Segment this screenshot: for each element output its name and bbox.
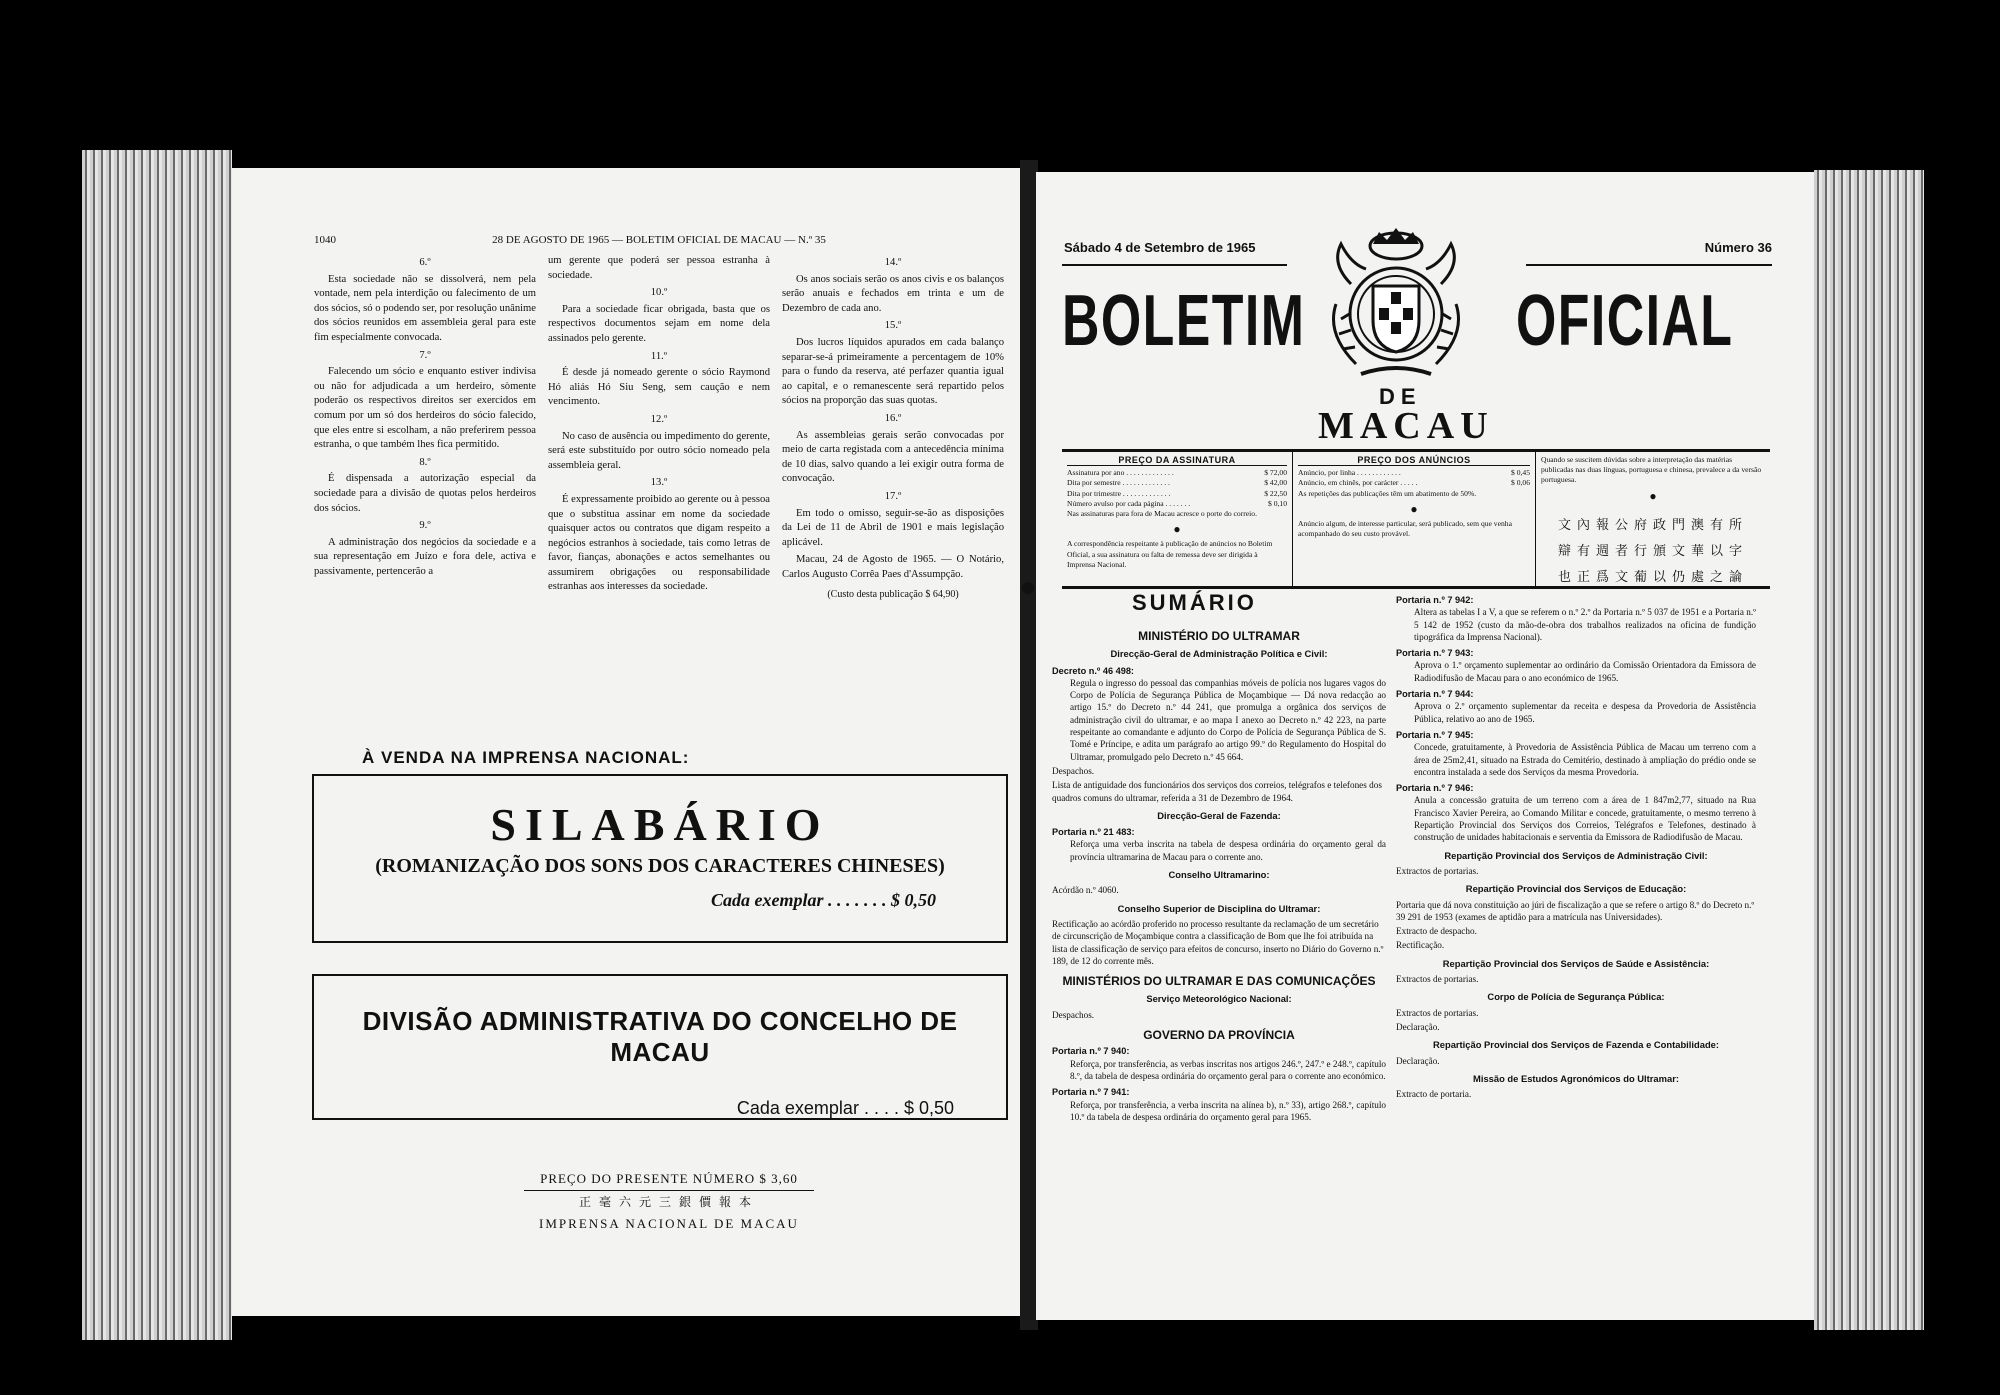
article-number: 6.º <box>419 257 431 268</box>
price-value: $ 0,10 <box>1268 498 1287 508</box>
running-head <box>314 234 944 246</box>
summary-column-1 <box>1052 622 1386 1123</box>
chinese-notice-line: 也正爲文葡以仍處之論 <box>1557 569 1748 585</box>
ministry-heading: MINISTÉRIO DO ULTRAMAR <box>1138 629 1300 643</box>
section-heading: Corpo de Polícia de Segurança Pública: <box>1487 991 1665 1003</box>
column-3 <box>782 254 1004 603</box>
paragraph: No caso de ausência ou impedimento do gerente, será este substituído por outro sócio nomeado pela assembleia geral. <box>548 430 770 471</box>
article-number: 14.º <box>884 257 902 268</box>
price-row <box>1298 478 1530 488</box>
price-row <box>1067 468 1287 478</box>
article-number: 7.º <box>419 349 431 361</box>
act-heading: Decreto n.º 46 498: <box>1052 665 1134 676</box>
masthead-de: DE <box>1379 384 1422 409</box>
subscription-rows <box>1067 468 1287 509</box>
article-number: 9.º <box>419 520 431 532</box>
advert-heading: PREÇO DOS ANÚNCIOS <box>1298 455 1530 466</box>
paragraph: Esta sociedade não se dissolverá, nem pela vontade, nem pela interdição ou falecimento de um dos sócios, só o podendo ser, por resolução unânime dos sócios reunidos em assembleia geral para este fim especialmente convocada. <box>314 273 537 343</box>
price-value: $ 42,00 <box>1264 478 1287 488</box>
price-row <box>1067 478 1287 488</box>
summary-item: Despachos. <box>1052 765 1095 776</box>
advert-note-cost: Anúncio algum, de interesse particular, será publicado, sem que venha acompanhado do seu custo provável. <box>1298 519 1512 539</box>
silabario-title: SILABÁRIO <box>490 799 830 850</box>
chinese-notice-line: 辯有週者行頒文華以字 <box>1557 543 1748 559</box>
act-heading: Portaria n.º 7 940: <box>1052 1046 1130 1057</box>
act-summary: Regula o ingresso do pessoal das companhias móveis de polícia nos lugares vagos do Corpo de Polícia de Segurança Pública de Moçambique — Dá nova redacção ao artigo 15.º do Decreto n.º 44 241, que promulga a orgânica dos serviços de administração civil do ultramar, e ao mapa I anexo ao Decreto n.º 42 223, na parte respeitante ao comandante e adjunto do Corpo de Polícia de Segurança Pública de S. Tomé e Príncipe, e adita um parágrafo ao artigo 99.º do Regulamento do Hospital do Ultramar, promulgado pelo Decreto n.º 45 664. <box>1070 677 1386 762</box>
paragraph: É desde já nomeado gerente o sócio Raymond Hó aliás Hó Siu Seng, sem caução e nem vencimento. <box>548 367 770 408</box>
summary-item: Rectificação. <box>1396 940 1445 951</box>
masthead-macau: MACAU <box>1318 405 1494 447</box>
paragraph: A administração dos negócios da sociedade e a sua representação em Juízo e fora dele, activa e passivamente, pertencerão a <box>314 536 536 577</box>
language-notice-text: Quando se suscitem dúvidas sobre a interpretação das matérias publicadas nas duas línguas, portuguesa e chinesa, prevalece a da versão portuguesa. <box>1541 455 1762 485</box>
issue-price <box>524 1168 814 1235</box>
chinese-notice <box>1541 513 1765 591</box>
binding-hole <box>1022 582 1034 594</box>
summary-item: Extractos de portarias. <box>1396 865 1479 876</box>
book-edge-right <box>1814 170 1924 1330</box>
subscription-note-postage: Nas assinaturas para fora de Macau acresce o porte do correio. <box>1067 509 1257 519</box>
summary-item: Declaração. <box>1396 1055 1440 1066</box>
price-row <box>1298 468 1530 478</box>
act-heading: Portaria n.º 21 483: <box>1052 827 1135 838</box>
price-label: Assinatura por ano . . . . . . . . . . . . . <box>1067 468 1174 478</box>
paragraph: Macau, 24 de Agosto de 1965. — O Notário, Carlos Augusto Corrêa Paes d'Assumpção. <box>782 554 1004 580</box>
act-heading: Portaria n.º 7 943: <box>1396 648 1474 659</box>
coat-of-arms-icon <box>1321 224 1471 382</box>
advert-prices <box>1293 452 1536 586</box>
bullet-icon: ● <box>1410 501 1418 516</box>
column-1 <box>314 254 536 603</box>
article-columns <box>314 254 1004 603</box>
price-label: Anúncio, por linha . . . . . . . . . . . . <box>1298 468 1401 478</box>
publisher-name: IMPRENSA NACIONAL DE MACAU <box>539 1216 799 1231</box>
summary-item: Extracto de despacho. <box>1396 926 1477 937</box>
subscription-prices <box>1062 452 1293 586</box>
ministry-heading: MINISTÉRIOS DO ULTRAMAR E DAS COMUNICAÇÕES <box>1062 974 1376 989</box>
act-summary: Aprova o 1.º orçamento suplementar ao ordinário da Comissão Orientadora da Emissora de Radiodifusão de Macau para o ano económico de 1965. <box>1414 660 1756 683</box>
page-number: 1040 <box>314 234 336 246</box>
summary-item: Portaria que dá nova constituição ao júri de fiscalização a que se refere o artigo 8.º do Decreto n.º 39 291 de 1953 (exames de aptidão para a matrícula nas Universidades). <box>1396 899 1755 922</box>
header-rule-left <box>1062 264 1287 266</box>
section-heading: Repartição Provincial dos Serviços de Educação: <box>1465 883 1687 895</box>
column-2 <box>548 254 770 603</box>
price-value: $ 0,45 <box>1511 468 1530 478</box>
section-heading: Missão de Estudos Agronómicos do Ultramar: <box>1473 1072 1679 1084</box>
act-heading: Portaria n.º 7 944: <box>1396 689 1474 700</box>
summary-item: Extracto de portaria. <box>1396 1089 1472 1100</box>
issue-number: Número 36 <box>1704 240 1772 255</box>
divisao-price: Cada exemplar . . . . $ 0,50 <box>736 1098 954 1118</box>
bullet-icon: ● <box>1173 522 1181 537</box>
masthead-oficial: OFICIAL <box>1516 281 1734 361</box>
price-box <box>1062 449 1770 589</box>
act-heading: Portaria n.º 7 942: <box>1396 595 1474 605</box>
paragraph: É expressamente proibido ao gerente ou à pessoa que o substitua assinar em nome da sociedade quaisquer actos ou contratos que digam respeito a negócios estranhos à sociedade, tais como letras de favor, fianças, abonações e actos semelhantes ou assumirem obrigações ou responsabilidade estranhas aos interesses da sociedade. <box>548 493 770 593</box>
summary-item: Despachos. <box>1052 1009 1095 1020</box>
silabario-advert <box>312 774 1008 943</box>
summary-item: Rectificação ao acórdão proferido no processo resultante da reclamação de um secretário de circunscrição de Moçambique contra a classificação de Bom que lhe foi atribuída na lista de classificação de serviço para efeitos de concurso, inserto no Diário do Governo n.º 189, de 12 do corrente mês. <box>1052 918 1384 966</box>
summary-column-2 <box>1396 590 1756 1102</box>
article-number: 10.º <box>650 287 668 299</box>
advert-rows <box>1298 468 1530 488</box>
paragraph: Em todo o omisso, seguir-se-ão as disposições da Lei de 11 de Abril de 1901 e mais legislação aplicável. <box>782 507 1004 548</box>
silabario-price: Cada exemplar . . . . . . . $ 0,50 <box>711 890 936 910</box>
act-summary: Aprova o 2.º orçamento suplementar da receita e despesa da Provedoria de Assistência Pública, relativo ao ano de 1965. <box>1414 701 1756 724</box>
section-heading: Direcção-Geral de Fazenda: <box>1157 809 1281 821</box>
subscription-heading: PREÇO DA ASSINATURA <box>1067 455 1287 466</box>
paragraph: Dos lucros líquidos apurados em cada balanço separar-se-á primeiramente a percentagem de 10% para o fundo da reserva, até perfazer quantia igual ao capital, e o remanescente será repartido pelos sócios na proporção das suas quotas. <box>782 336 1004 407</box>
advert-note-repeat: As repetições das publicações têm um abatimento de 50%. <box>1298 488 1477 498</box>
price-label: Dita por trimestre . . . . . . . . . . . . . <box>1067 488 1171 498</box>
price-label: Anúncio, em chinês, por carácter . . . . . <box>1298 478 1418 488</box>
price-row <box>1067 489 1287 499</box>
header-rule-right <box>1526 264 1772 266</box>
issue-price-chinese: 正毫六元三銀價報本 <box>578 1195 759 1209</box>
act-summary: Reforça uma verba inscrita na tabela de despesa ordinária do orçamento geral da província ultramarina de Macau para o corrente ano. <box>1070 839 1386 862</box>
price-value: $ 0,06 <box>1511 478 1530 488</box>
divisao-title: DIVISÃO ADMINISTRATIVA DO CONCELHO DE MACAU <box>362 1006 958 1067</box>
issue-date: Sábado 4 de Setembro de 1965 <box>1064 240 1256 255</box>
section-heading: Conselho Ultramarino: <box>1168 869 1270 881</box>
price-row <box>1067 499 1287 509</box>
paragraph: Os anos sociais serão os anos civis e os balanços serão anuais e fechados em trinta e um de Dezembro de cada ano. <box>782 273 1004 314</box>
article-number: 11.º <box>650 350 668 362</box>
language-notice <box>1536 452 1770 586</box>
act-heading: Portaria n.º 7 945: <box>1396 729 1474 740</box>
act-summary: Concede, gratuitamente, à Provedoria de Assistência Pública de Macau um terreno com a área de 25m2,41, situado na Estrada do Cemitério, destinado à ampliação do prédio onde se encontra instalada a sede dos Serviços da mesma Provedoria. <box>1414 742 1756 777</box>
article-number: 8.º <box>419 456 431 468</box>
left-page <box>232 168 1027 1316</box>
divisao-advert <box>312 974 1008 1120</box>
section-heading: Repartição Provincial dos Serviços de Administração Civil: <box>1444 849 1708 861</box>
act-summary: Anula a concessão gratuita de um terreno com a área de 1 847m2,77, situado na Rua Francisco Xavier Pereira, ao Comando Militar e concede, gratuitamente, o mesmo terreno à Repartição Provincial dos Serviços dos Correios, Telégrafos e Telefones, destinado à construção de unidades habitacionais e serventia da Emissora de Radiodifusão de Macau. <box>1414 795 1756 843</box>
paragraph: Falecendo um sócio e enquanto estiver indivisa ou não for adjudicada a um herdeiro, sòmente poderão os respectivos direitos ser exercidos em comum por um só dos herdeiros do sócio falecido, que eles entre si escolham, a não preferirem pessoa estranha, o que também lhes fica permitido. <box>314 366 536 451</box>
bullet-icon: ● <box>1649 488 1657 503</box>
right-page <box>1036 172 1814 1320</box>
act-heading: Portaria n.º 7 946: <box>1396 783 1474 794</box>
chinese-notice-line: 文內報公府政門澳有所 <box>1557 517 1748 533</box>
subscription-note-correspondence: A correspondência respeitante à publicação de anúncios no Boletim Oficial, a sua assinatura ou falta de remessa deve ser dirigida à Imprensa Nacional. <box>1067 539 1273 569</box>
section-heading: Direcção-Geral de Administração Política e Civil: <box>1110 648 1328 660</box>
section-heading: Repartição Provincial dos Serviços de Fazenda e Contabilidade: <box>1432 1039 1720 1051</box>
masthead-boletim: BOLETIM <box>1062 281 1306 361</box>
paragraph: É dispensada a autorização especial da sociedade para a divisão de quotas pelos herdeiros dos sócios. <box>314 473 536 514</box>
silabario-subtitle: (ROMANIZAÇÃO DOS SONS DOS CARACTERES CHINESES) <box>375 855 945 877</box>
article-number: 13.º <box>650 477 668 489</box>
article-number: 12.º <box>650 413 668 425</box>
summary-title: SUMÁRIO <box>1132 590 1257 615</box>
summary-item: Extractos de portarias. <box>1396 1007 1479 1018</box>
section-heading: Conselho Superior de Disciplina do Ultramar: <box>1117 902 1321 914</box>
section-heading: Serviço Meteorológico Nacional: <box>1146 993 1292 1005</box>
summary-item: Extractos de portarias. <box>1396 974 1479 985</box>
book-edge-left <box>82 150 232 1340</box>
act-summary: Altera as tabelas I a V, a que se referem o n.º 2.º da Portaria n.º 5 037 de 1951 e a Portaria n.º 5 142 de 1952 (custo da mão-de-obra dos trabalhos realizados na oficina de fundição tipográfica da Imprensa Nacional). <box>1414 607 1756 642</box>
publication-cost: (Custo desta publicação $ 64,90) <box>827 589 959 601</box>
section-heading: Repartição Provincial dos Serviços de Saúde e Assistência: <box>1442 957 1710 969</box>
paragraph: As assembleias gerais serão convocadas por meio de carta registada com a antecedência mínima de 10 dias, salvo quando a lei exigir outra forma de convocação. <box>782 429 1004 485</box>
summary-item: Lista de antiguidade dos funcionários dos serviços dos correios, telégrafos e telefones dos quadros comuns do ultramar, referida a 31 de Dezembro de 1964. <box>1052 780 1382 803</box>
summary-item: Declaração. <box>1396 1021 1440 1032</box>
sale-heading: À VENDA NA IMPRENSA NACIONAL: <box>362 748 690 767</box>
price-value: $ 22,50 <box>1264 488 1287 498</box>
act-heading: Portaria n.º 7 941: <box>1052 1087 1130 1098</box>
price-label: Número avulso por cada página . . . . . . . <box>1067 498 1191 508</box>
running-title: 28 DE AGOSTO DE 1965 — BOLETIM OFICIAL DE MACAU — N.º 35 <box>492 234 826 246</box>
article-number: 16.º <box>884 412 902 424</box>
act-summary: Reforça, por transferência, a verba inscrita na alínea b), n.º 33), artigo 268.º, capítulo 10.º da tabela de despesa ordinária do orçamento geral para 1965. <box>1070 1099 1386 1122</box>
paragraph: um gerente que poderá ser pessoa estranha à sociedade. <box>548 255 770 281</box>
article-number: 15.º <box>884 320 902 332</box>
paragraph: Para a sociedade ficar obrigada, basta que os respectivos documentos sejam em nome dela assinados pelo gerente. <box>548 303 770 344</box>
ministry-heading: GOVERNO DA PROVÍNCIA <box>1143 1028 1295 1043</box>
price-value: $ 72,00 <box>1264 468 1287 478</box>
price-label: Dita por semestre . . . . . . . . . . . . . <box>1067 478 1170 488</box>
issue-price-line: PREÇO DO PRESENTE NÚMERO $ 3,60 <box>524 1168 814 1191</box>
act-summary: Reforça, por transferência, as verbas inscritas nos artigos 246.º, 247.º e 248.º, capítulo 8.º, da tabela de despesa ordinária do orçamento geral para o corrente ano económico. <box>1070 1058 1386 1081</box>
article-number: 17.º <box>884 490 902 502</box>
summary-item: Acórdão n.º 4060. <box>1052 885 1119 896</box>
